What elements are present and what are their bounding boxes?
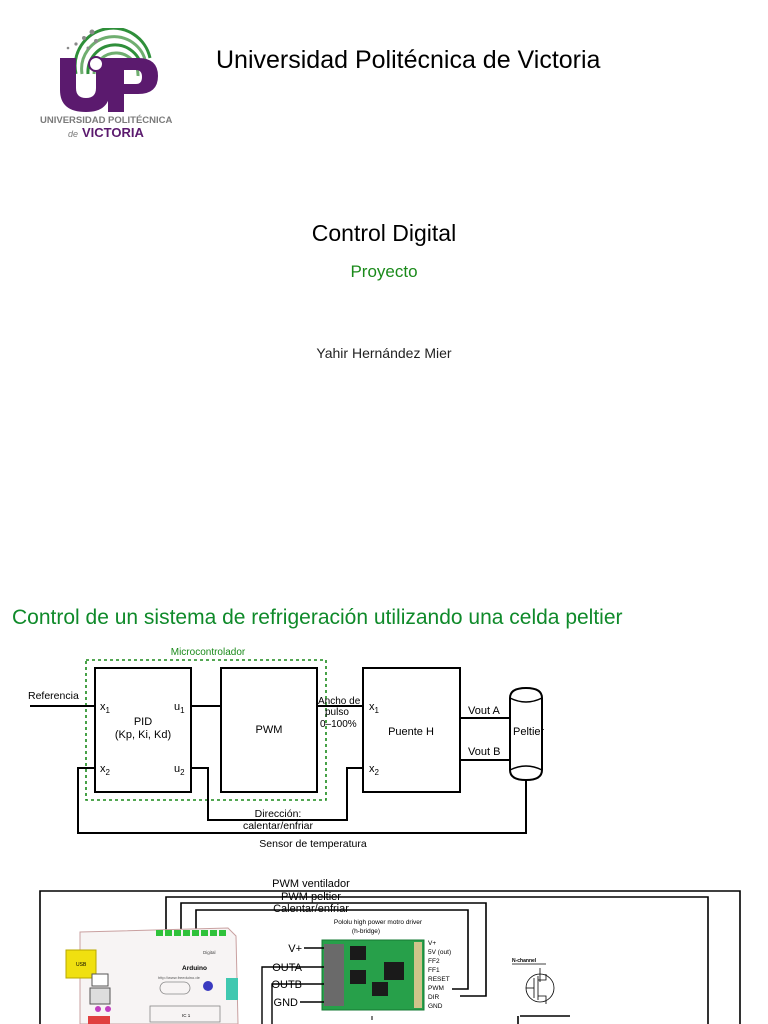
arduino-board — [66, 928, 238, 1024]
driver-pin-header — [414, 942, 422, 1008]
n-channel-mosfet — [512, 958, 554, 1004]
course-title: Control Digital — [311, 220, 457, 246]
block-diagram — [0, 640, 768, 855]
arduino-led-1 — [95, 1006, 101, 1012]
driver-pin-right-7: GND — [428, 1003, 443, 1010]
pid-u1-label: $u_1$ — [174, 701, 185, 715]
arduino-label: Arduino — [182, 965, 207, 972]
pwm-label: PWM — [255, 724, 283, 736]
microcontroller-label: Microcontrolador — [170, 647, 246, 658]
arduino-ic-label: IC 1 — [182, 1013, 191, 1018]
driver-pin-right-1: 5V (out) — [428, 949, 452, 956]
logo-dot — [89, 57, 103, 71]
driver-pin-left-2: OUTB — [271, 979, 302, 991]
bridge-x1-label: $x_1$ — [369, 701, 379, 715]
duty-label-1: Ancho de — [318, 696, 361, 707]
bridge-name: Puente H — [388, 726, 434, 738]
nchannel-label: N-channel — [512, 958, 537, 964]
pid-x1-label: $x_1$ — [100, 701, 110, 715]
reference-label: Referencia — [28, 690, 79, 702]
vout-b-label: Vout B — [468, 746, 501, 758]
wire-label-heat-cool: Calentar/enfriar — [273, 903, 349, 915]
logo-text-de: de — [68, 129, 79, 139]
logo-text-line1-right: POLITÉCNICA — [108, 115, 173, 126]
pid-name: PID — [133, 716, 153, 728]
driver-pin-right-3: FF1 — [428, 967, 440, 974]
bridge-x2-label: $x_2$ — [369, 763, 379, 777]
pid-u2-label: $u_2$ — [174, 763, 185, 777]
driver-pin-left-1: OUTA — [272, 962, 302, 974]
arduino-header-right — [226, 978, 238, 1000]
logo-text-victoria: VICTORIA — [82, 125, 144, 140]
driver-pin-left-0: V+ — [288, 943, 302, 955]
duty-label-2: pulso — [325, 707, 349, 718]
driver-terminal-block — [324, 944, 344, 1006]
driver-pin-left-3: GND — [273, 997, 298, 1009]
peltier-label: Peltier — [513, 726, 545, 738]
logo-dots — [67, 30, 98, 50]
driver-title-2: (h-bridge) — [351, 928, 381, 935]
logo-letter-p — [108, 58, 158, 112]
h-bridge-driver — [262, 919, 451, 1024]
arduino-power-connector — [88, 1016, 110, 1024]
driver-pin-right-2: FF2 — [428, 958, 440, 965]
pid-params: (Kp, Ki, Kd) — [114, 729, 172, 741]
driver-title-1: Pololu high power motro driver — [333, 919, 423, 926]
usb-label: USB — [76, 962, 87, 968]
sensor-label: Sensor de temperatura — [259, 838, 367, 850]
direction-label-2: calentar/enfriar — [242, 820, 314, 832]
arduino-reset-button — [203, 981, 213, 991]
arduino-url: http://www.freeduino.de — [158, 975, 200, 980]
driver-pin-right-4: RESET — [428, 976, 450, 983]
course-subtitle: Proyecto — [350, 262, 418, 281]
section-title: Control de un sistema de refrigeración utilizando una celda peltier — [12, 606, 623, 629]
driver-pin-right-0: V+ — [428, 940, 437, 947]
university-logo — [38, 28, 184, 146]
arduino-digital-label: Digital — [203, 950, 216, 955]
author-name: Yahir Hernández Mier — [316, 345, 452, 361]
wiring-diagram — [0, 870, 768, 1024]
driver-pin-right-6: DIR — [428, 994, 440, 1001]
university-name: Universidad Politécnica de Victoria — [216, 46, 601, 74]
arduino-regulator — [92, 974, 108, 986]
arduino-led-2 — [105, 1006, 111, 1012]
logo-text-line1-left: UNIVERSIDAD — [40, 115, 106, 126]
pid-x2-label: $x_2$ — [100, 763, 110, 777]
wire-label-pwm-fan: PWM ventilador — [272, 878, 350, 890]
duty-label-3: 0–100% — [320, 719, 357, 730]
vout-a-label: Vout A — [468, 705, 500, 717]
direction-label-1: Dirección: — [254, 808, 302, 820]
driver-pin-right-5: PWM — [428, 985, 444, 992]
wire-label-pwm-peltier: PWM peltier — [281, 891, 341, 903]
arduino-power-jack — [90, 988, 110, 1004]
